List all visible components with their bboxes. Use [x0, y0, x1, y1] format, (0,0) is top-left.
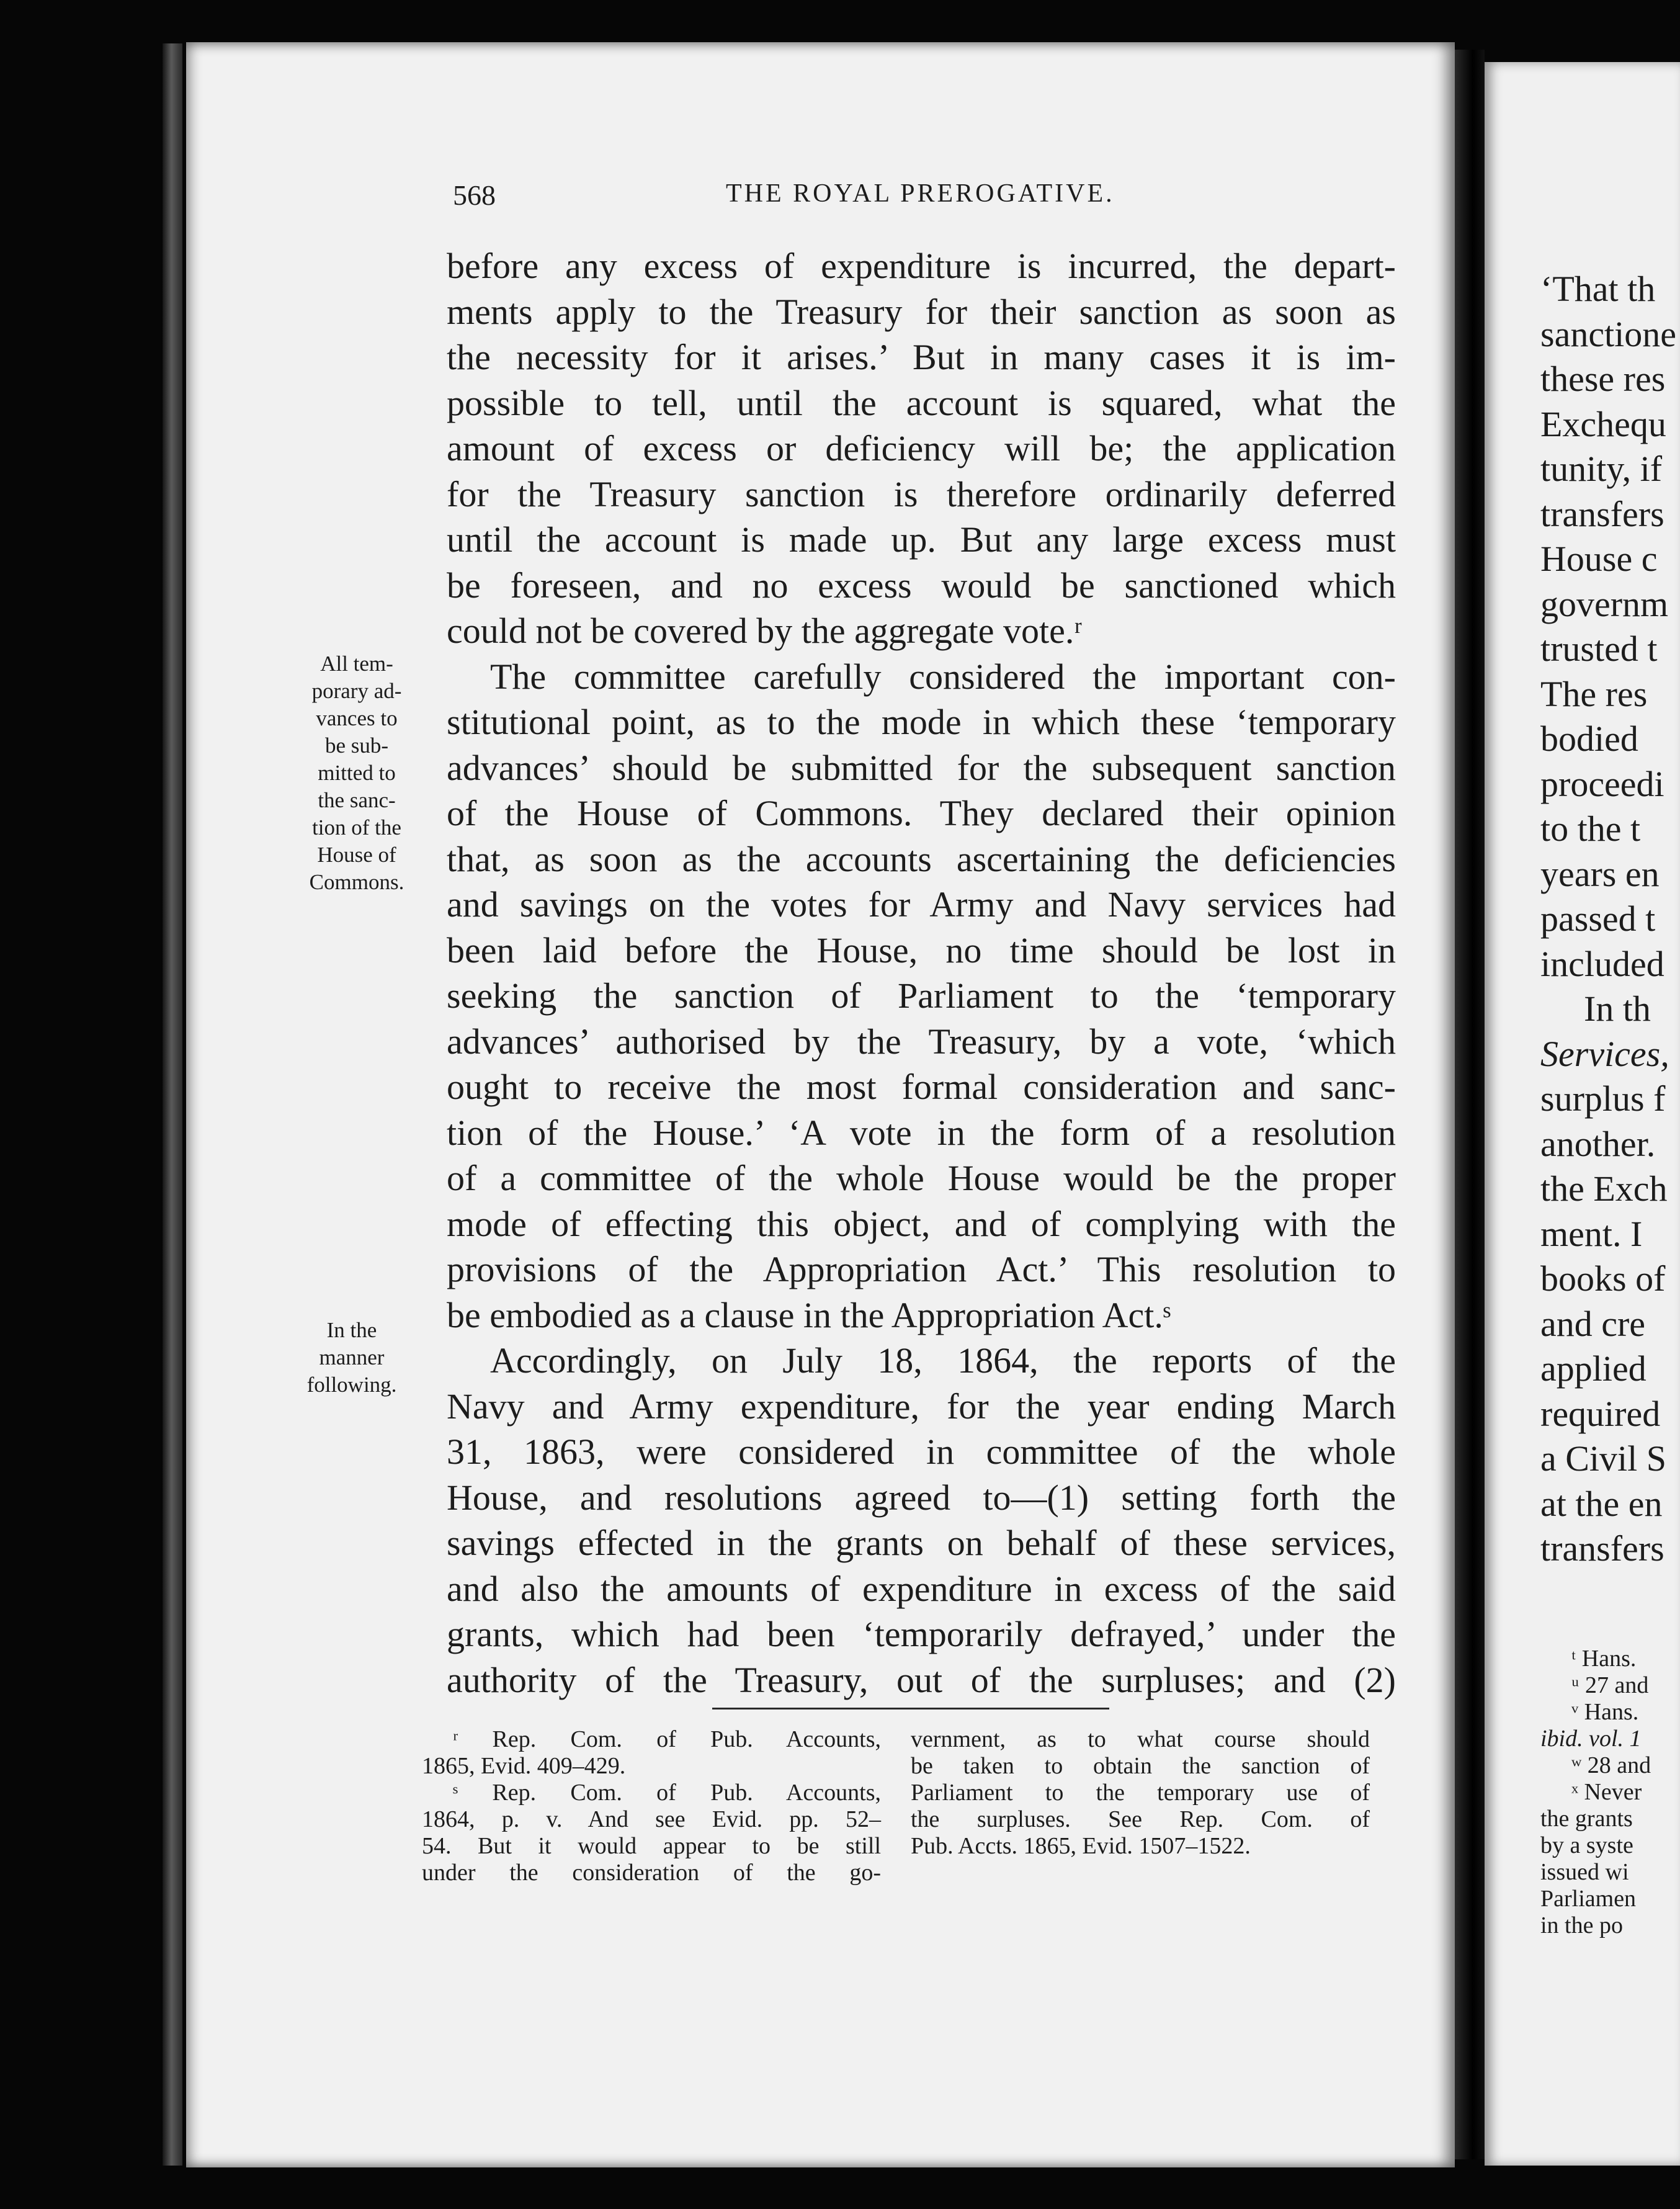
footnote-line: ʳ Rep. Com. of Pub. Accounts, [453, 1726, 881, 1752]
text-line: Exchequ [1540, 403, 1666, 444]
text-line: books of [1540, 1258, 1666, 1299]
text-line: that, as soon as the accounts ascertaining the deficiencies [447, 838, 1396, 879]
text-line: before any excess of expenditure is incurred, the depart- [447, 246, 1396, 286]
text-line: trusted t [1540, 629, 1658, 669]
text-line: another. [1540, 1123, 1656, 1164]
text-line: authority of the Treasury, out of the surpluses; and (2) [447, 1659, 1396, 1700]
marginal-note-line: the sanc- [318, 788, 396, 812]
text-line: to the t [1540, 809, 1641, 849]
italic-text: ibid. vol. 1 [1540, 1726, 1642, 1752]
text-line: ‘That th [1540, 269, 1656, 309]
text-line: these res [1540, 359, 1666, 399]
footnote-line: Pub. Accts. 1865, Evid. 1507–1522. [911, 1833, 1251, 1859]
text-line: ment. I [1540, 1213, 1643, 1254]
footnote-column [911, 1726, 1370, 1860]
text-line: a Civil S [1540, 1438, 1667, 1479]
text-line: until the account is made up. But any large excess must [447, 519, 1396, 560]
text-line: governm [1540, 583, 1669, 624]
text-line: bodied [1540, 719, 1638, 759]
text-line: grants, which had been ‘temporarily defrayed,’ under the [447, 1614, 1396, 1654]
text-line: ments apply to the Treasury for their sanction as soon as [447, 291, 1396, 332]
footnote-column [422, 1726, 881, 1886]
footnote-line: issued wi [1540, 1859, 1629, 1885]
marginal-note-line: All tem- [320, 652, 393, 676]
italic-text: Services, [1540, 1033, 1669, 1074]
text-line: tunity, if [1540, 449, 1663, 489]
text-line: applied [1540, 1348, 1646, 1389]
text-line: be foreseen, and no excess would be sanctioned which [447, 565, 1396, 606]
book-edge [163, 43, 182, 2166]
text-line: of the House of Commons. They declared their opinion [447, 793, 1396, 833]
marginal-note-line: porary ad- [311, 679, 402, 703]
footnote-line: ˣ Never [1571, 1779, 1642, 1805]
page-title: THE ROYAL PREROGATIVE. [726, 179, 1115, 208]
footnote-rule [712, 1708, 1109, 1709]
text-line [1540, 1032, 1676, 1077]
marginal-note-line: manner [319, 1345, 385, 1369]
text-line: The committee carefully considered the important con- [490, 656, 1396, 697]
footnote-line: 1864, p. v. And see Evid. pp. 52– [422, 1806, 881, 1832]
right-page-footnotes [1540, 1646, 1651, 1939]
text-line: the Exch [1540, 1168, 1668, 1209]
text-line: transfers [1540, 1528, 1664, 1569]
text-line: stitutional point, as to the mode in which these ‘temporary [447, 702, 1396, 742]
marginal-note-line: In the [326, 1318, 377, 1342]
footnote-line: in the po [1540, 1912, 1623, 1938]
right-page-text [1540, 267, 1676, 1572]
text-line: required [1540, 1393, 1661, 1434]
text-line: Navy and Army expenditure, for the year ending March [447, 1386, 1396, 1427]
page-number: 568 [453, 179, 496, 211]
text-line: and also the amounts of expenditure in excess of the said [447, 1568, 1396, 1609]
running-head [453, 179, 1418, 216]
text-line: In th [1584, 988, 1651, 1029]
body-text [447, 243, 1396, 1703]
marginal-note-line: House of [317, 843, 396, 867]
marginal-note [285, 650, 428, 896]
footnote-line: 1865, Evid. 409–429. [422, 1753, 626, 1779]
footnote-line: ᵗ Hans. [1571, 1646, 1637, 1672]
text-line: The res [1540, 673, 1648, 714]
right-page [1485, 62, 1680, 2166]
text-line: proceedi [1540, 763, 1664, 804]
text-line: possible to tell, until the account is squared, what the [447, 382, 1396, 423]
text-line: included [1540, 943, 1664, 984]
text-line: amount of excess or deficiency will be; the application [447, 428, 1396, 468]
text-line: for the Treasury sanction is therefore ordinarily deferred [447, 473, 1396, 514]
marginal-note-line: Commons. [309, 870, 404, 894]
marginal-note [280, 1317, 423, 1399]
footnote-line: the grants [1540, 1806, 1633, 1832]
footnote-line: ˢ Rep. Com. of Pub. Accounts, [453, 1780, 881, 1806]
text-line: Accordingly, on July 18, 1864, the reports of the [490, 1340, 1396, 1381]
text-line: seeking the sanction of Parliament to the ‘temporary [447, 975, 1396, 1016]
text-line: and savings on the votes for Army and Navy services had [447, 884, 1396, 925]
text-line: at the en [1540, 1483, 1663, 1524]
text-line: savings effected in the grants on behalf of these services, [447, 1523, 1396, 1563]
marginal-note-line: vances to [316, 706, 398, 730]
text-line: 31, 1863, were considered in committee of the whole [447, 1432, 1396, 1472]
footnote-line: be taken to obtain the sanction of [911, 1753, 1370, 1779]
text-line: mode of effecting this object, and of complying with the [447, 1203, 1396, 1244]
text-line: provisions of the Appropriation Act.’ This resolution to [447, 1249, 1396, 1289]
footnote-line [1540, 1726, 1651, 1752]
text-line: House c [1540, 539, 1658, 579]
text-line: ought to receive the most formal consideration and sanc- [447, 1067, 1396, 1107]
marginal-note-line: following. [306, 1373, 397, 1397]
text-line: could not be covered by the aggregate vote.ʳ [447, 611, 1082, 651]
text-line: sanctione [1540, 313, 1677, 354]
footnote-line: ᵛ Hans. [1571, 1699, 1639, 1725]
book-gutter [1455, 50, 1485, 2159]
marginal-note-line: be sub- [324, 733, 389, 758]
marginal-note-line: tion of the [312, 815, 401, 840]
text-line: be embodied as a clause in the Appropriation Act.ˢ [447, 1294, 1171, 1335]
text-line: years en [1540, 853, 1660, 894]
footnote-line: ʷ 28 and [1571, 1752, 1651, 1778]
footnote-line: the surpluses. See Rep. Com. of [911, 1806, 1370, 1832]
text-line: advances’ authorised by the Treasury, by a vote, ‘which [447, 1021, 1396, 1062]
footnote-line: by a syste [1540, 1832, 1633, 1858]
marginal-note-line: mitted to [318, 761, 396, 785]
footnote-line: under the consideration of the go- [422, 1860, 881, 1886]
text-line: advances’ should be submitted for the subsequent sanction [447, 747, 1396, 788]
footnote-line: 54. But it would appear to be still [422, 1833, 881, 1859]
text-line: House, and resolutions agreed to—(1) setting forth the [447, 1477, 1396, 1518]
text-line: tion of the House.’ ‘A vote in the form of a resolution [447, 1112, 1396, 1153]
text-line: the necessity for it arises.’ But in many cases it is im- [447, 337, 1396, 377]
text-line: surplus f [1540, 1078, 1666, 1119]
text-line: of a committee of the whole House would be the proper [447, 1158, 1396, 1198]
footnote-line: ᵘ 27 and [1571, 1672, 1649, 1698]
text-line: passed t [1540, 898, 1656, 939]
footnote-line: vernment, as to what course should [911, 1726, 1370, 1752]
footnote-line: Parliament to the temporary use of [911, 1780, 1370, 1806]
text-line: transfers [1540, 493, 1664, 534]
text-line: and cre [1540, 1303, 1646, 1344]
text-line: been laid before the House, no time should be lost in [447, 930, 1396, 970]
footnote-line: Parliamen [1540, 1886, 1637, 1912]
